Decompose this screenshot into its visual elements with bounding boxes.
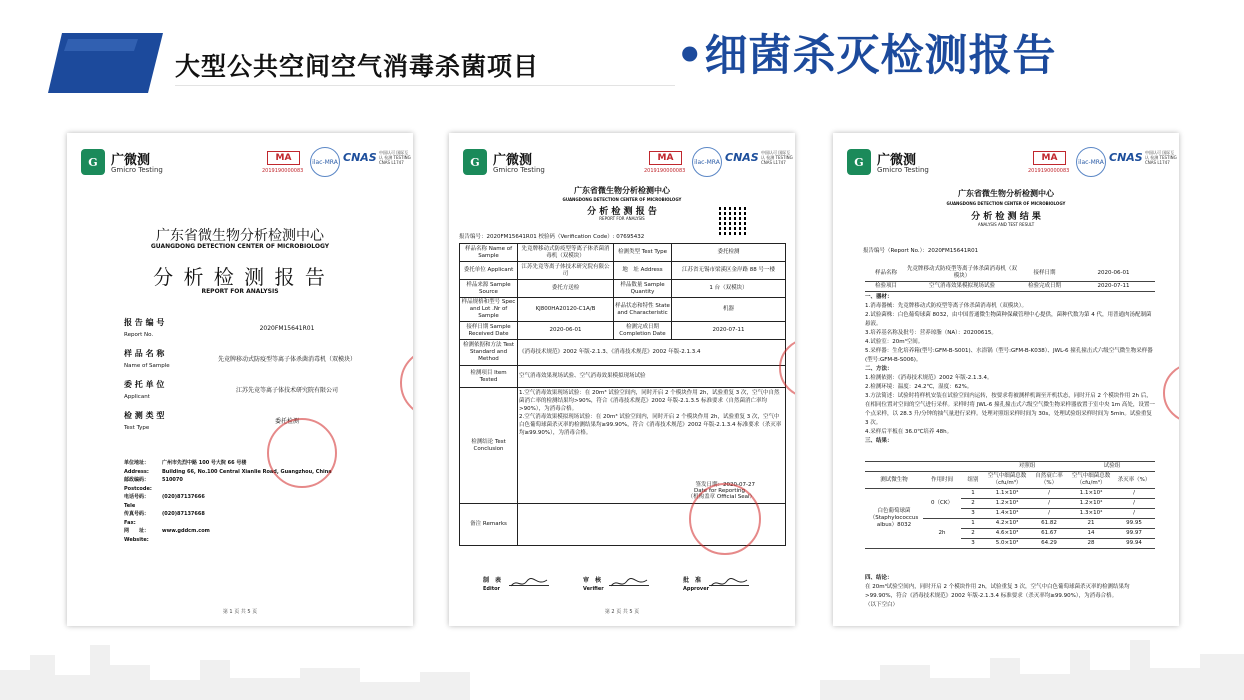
cnas-side-text: 中国认可 国际互认 检测 TESTING CNAS L1747 [1145, 150, 1177, 165]
official-seal-stamp [267, 418, 337, 488]
table-cell: 3 [961, 539, 985, 549]
center-name-en: GUANGDONG DETECTION CENTER OF MICROBIOLOGY [562, 197, 682, 202]
table-header [865, 472, 1155, 489]
center-name-cn: 广东省微生物分析检测中心 [574, 186, 670, 195]
field-label-cn: 样 品 名 称 [124, 349, 165, 358]
contact-label: 网 址： [124, 528, 150, 534]
table-cell: 1.3×10⁴ [1069, 509, 1113, 519]
table-cell: 2020-07-11 [672, 322, 786, 340]
table-row [865, 265, 1155, 282]
handwritten-signature [509, 574, 549, 586]
table-row [460, 298, 786, 322]
blank-note: （以下空白） [865, 602, 899, 608]
table-cell: 空气消毒效果模拟现场试验 [907, 282, 1017, 292]
signer-label-en: Verifier [583, 586, 604, 592]
conclusion-text-2: 2.空气消毒效果模拟现场试验：在 20m³ 试验空间内，同时开启 2 个模块作用 2h，试验重复 3 次，空气中白色葡萄球菌杀灭率的检测结果均≥99.90%，符合《消毒技术规范》2002 年版-2.1.3.4 标准要求（杀灭率均≥99.90%），为消毒合格。 [519, 414, 782, 436]
edge-seal-stamp [400, 348, 413, 418]
page-number: 第 1 页 共 5 页 [222, 609, 258, 615]
materials-item: 4.试验室：20m³空间。 [865, 339, 924, 345]
column-header: 空气中细菌总数（cfu/m³） [985, 472, 1029, 489]
field-value: 先竟牌移动式防疫型等离子体杀菌消毒机（双模块） [217, 356, 356, 363]
sign-date-en: Date for Reporting [694, 488, 745, 494]
report-results-page [833, 133, 1179, 626]
table-cell: 21 [1069, 519, 1113, 529]
table-cell: 1.1×10⁴ [985, 489, 1029, 499]
center-name-en: GUANGDONG DETECTION CENTER OF MICROBIOLOGY [150, 243, 330, 250]
table-cell: 委托方送检 [518, 280, 614, 298]
table-cell: 2020-06-01 [518, 322, 614, 340]
sign-date: 签发日期：2020-07-27 [695, 482, 755, 488]
signer-label-en: Approver [683, 586, 710, 592]
table-cell: 委托检测 [672, 244, 786, 262]
table-row [460, 244, 786, 262]
lab-name-cn: 广微测 [493, 153, 533, 168]
table-cell: 28 [1069, 539, 1113, 549]
gmicro-logo-icon: G [81, 149, 105, 175]
table-cell: 99.94 [1113, 539, 1155, 549]
table-cell: 检验完成日期 [1017, 282, 1072, 292]
field-label-en: Report No. [124, 332, 154, 338]
table-cell: 1 [961, 519, 985, 529]
time-cell: 2h [923, 519, 961, 549]
table-cell: 1.4×10⁴ [985, 509, 1029, 519]
report-number-line: 报告编号（Report No.）：2020FM15641R01 [863, 248, 979, 254]
group-test: 试验组 [1069, 462, 1155, 472]
table-cell: / [1029, 509, 1069, 519]
center-name-cn: 广东省微生物分析检测中心 [958, 189, 1054, 198]
table-cell: / [1113, 499, 1155, 509]
contact-label: 单位地址： [124, 460, 150, 466]
methods-item: 4.采样后平板在 36.0℃培养 48h。 [865, 429, 953, 435]
cnas-side-text: 中国认可 国际互认 检测 TESTING CNAS L1747 [761, 150, 793, 165]
methods-item: 3.方法简述：试验时将样机安装在试验空间内运转，按要求将被测样机调至开机状态，同时开启 2 个模块作用 2h 后，在相同位置对空间的空气进行采样。采样时将 JWL-6 撞孔撞击式六级空气微生物采样器放置于室中央 1m 高处，设置一个点采样，以 28.3 升/分钟的抽气量进行采样。处理对照组采样时间为 30s，处理试验组采样时间为 5min。试验重复 3 次。 [865, 393, 1155, 426]
column-header: 测试微生物 [865, 472, 923, 489]
brand-parallelogram-logo [48, 33, 163, 93]
signer-label-cn: 审 核 [583, 577, 602, 584]
table-row [460, 280, 786, 298]
contact-label: 电话号码： [124, 494, 150, 500]
table-cell: 4.6×10³ [985, 529, 1029, 539]
column-header: 空气中细菌总数（cfu/m³） [1069, 472, 1113, 489]
conclusion-label: 检测结论 Test Conclusion [460, 388, 518, 504]
page-title: •细菌杀灭检测报告 [676, 31, 1057, 81]
ilac-mra-icon: ilac-MRA [1076, 147, 1106, 177]
table-cell: 99.95 [1113, 519, 1155, 529]
center-name-en: GUANGDONG DETECTION CENTER OF MICROBIOLOGY [946, 201, 1066, 206]
cma-badge: MA [267, 151, 300, 165]
cnas-badge: CNAS [1109, 151, 1143, 164]
gmicro-logo-icon: G [463, 149, 487, 175]
table-cell: 机器 [672, 298, 786, 322]
section-heading: 一、器材： [865, 294, 893, 300]
lab-name-en: Gmicro Testing [877, 166, 929, 174]
header-divider [175, 85, 675, 86]
field-label-cn: 检 测 类 型 [124, 411, 165, 420]
table-row [460, 322, 786, 340]
contact-value: 广州市先烈中路 100 号大院 66 号楼 [162, 460, 247, 466]
table-cell: 样品来源 Sample Source [460, 280, 518, 298]
page-number: 第 2 页 共 5 页 [604, 609, 640, 615]
table-cell: / [1113, 509, 1155, 519]
table-cell: 5.0×10³ [985, 539, 1029, 549]
items-label: 检测项目 Item Tested [460, 366, 518, 388]
contact-value: www.gddcm.com [162, 528, 210, 534]
cnas-side-text: 中国认可 国际互认 检测 TESTING CNAS L1747 [379, 150, 411, 165]
contact-label: Tele [124, 502, 136, 509]
table-cell: 4.2×10³ [985, 519, 1029, 529]
materials-item: 3.培养基名称及批号：营养琼脂（NA）：20200615。 [865, 330, 997, 336]
table-cell: 接样日期 Sample Received Date [460, 322, 518, 340]
group-control: 对照组 [985, 462, 1069, 472]
table-cell: KJ800HA20120-C1A/B [518, 298, 614, 322]
field-label-en: Name of Sample [124, 363, 170, 369]
table-cell: 14 [1069, 529, 1113, 539]
table-cell: 样品数量 Sample Quantity [614, 280, 672, 298]
cma-number: 2019190000083 [644, 168, 686, 174]
conclusion-text: 在 20m³试验空间内，同时开启 2 个模块作用 2h，试验重复 3 次，空气中白色葡萄球菌杀灭率的检测结果均>99.90%，符合《消毒技术规范》2002 年版-2.1.3.4 标准要求（杀灭率均≥99.90%），为消毒合格。 [865, 584, 1130, 599]
handwritten-signature [709, 574, 749, 586]
contact-value: (020)87137668 [162, 511, 205, 517]
ilac-mra-icon: ilac-MRA [692, 147, 722, 177]
cma-number: 2019190000083 [1028, 168, 1070, 174]
lab-name-en: Gmicro Testing [111, 166, 163, 174]
contact-value: Building 66, No.100 Central Xianlie Road, Guangzhou, China [162, 468, 332, 475]
table-cell: 1.2×10⁴ [1069, 499, 1113, 509]
table-cell: 1.1×10⁴ [1069, 489, 1113, 499]
contact-label: Postcode: [124, 485, 152, 492]
field-value: 委托检测 [274, 418, 299, 425]
section-heading: 三、结果： [865, 438, 893, 444]
lab-name-cn: 广微测 [877, 153, 917, 168]
table-row [460, 262, 786, 280]
signer-label-cn: 批 准 [683, 577, 702, 584]
table-cell: 1 [961, 489, 985, 499]
table-cell: 61.82 [1029, 519, 1069, 529]
table-row [865, 489, 1155, 499]
field-label-en: Applicant [124, 394, 150, 400]
materials-item: 5.采样器：生化培养箱(型号:GFM-B-S001)、水浴锅（型号:GFM-B-K038）、JWL-6 撞孔撞击式六级空气微生物采样器(型号:GFM-B-S006)。 [865, 348, 1153, 363]
time-cell: 0（CK） [923, 489, 961, 519]
methods-item: 1.检测依据：《消毒技术规范》2002 年版-2.1.3.4。 [865, 375, 993, 381]
table-cell: 61.67 [1029, 529, 1069, 539]
contact-label: Address: [124, 468, 149, 475]
ilac-mra-icon: ilac-MRA [310, 147, 340, 177]
sample-meta-table [865, 265, 1155, 292]
field-label-cn: 委 托 单 位 [124, 380, 165, 389]
table-cell: 检测完成日期 Completion Date [614, 322, 672, 340]
materials-item: 2.试验菌株：白色葡萄球菌 8032，由中国普通微生物菌种保藏管理中心提供，菌种代数为第 4 代，用普通肉汤配制菌悬液。 [865, 312, 1152, 327]
contact-value: 510070 [162, 477, 183, 483]
section-heading: 四、结论： [865, 575, 893, 581]
report-number-line: 报告编号：2020FM15641R01 校验码（Verification Code）: 07695432 [459, 234, 645, 240]
contact-value: (020)87137666 [162, 494, 205, 500]
contact-label: 传真号码： [124, 511, 150, 517]
column-header: 作用时间 [923, 472, 961, 489]
table-cell: 1 台（双模块） [672, 280, 786, 298]
gmicro-logo-icon: G [847, 149, 871, 175]
report-title-en: REPORT FOR ANALYSIS [599, 216, 645, 221]
methods-item: 2.检测环境：温度：24.2℃，湿度：62%。 [865, 384, 973, 390]
official-seal-stamp [689, 483, 761, 555]
signer-label-cn: 制 表 [483, 577, 502, 584]
table-cell: 2020-07-11 [1072, 282, 1155, 292]
table-cell: 先竟牌移动式防疫型等离子体杀菌消毒机（双模块） [907, 265, 1017, 282]
report-title-en: REPORT FOR ANALYSIS [201, 288, 279, 295]
table-cell: 1.2×10⁴ [985, 499, 1029, 509]
report-title-cn: 分 析 检 测 报 告 [153, 265, 327, 289]
qr-code-icon [719, 205, 749, 235]
column-header: 杀灭率（%） [1113, 472, 1155, 489]
center-name-cn: 广东省微生物分析检测中心 [156, 228, 324, 244]
lab-name-cn: 广微测 [111, 153, 151, 168]
table-group-header [865, 462, 1155, 472]
section-heading: 二、方法： [865, 366, 893, 372]
items-value: 空气消毒效果现场试验、空气消毒效果模拟现场试验 [518, 366, 786, 388]
table-cell: 先竟牌移动式防疫型等离子体杀菌消毒机（双模块） [518, 244, 614, 262]
cnas-badge: CNAS [343, 151, 377, 164]
table-cell: 样品状态和特性 State and Characteristic [614, 298, 672, 322]
section-title: 大型公共空间空气消毒杀菌项目 [175, 52, 540, 81]
contact-label: 邮政编码： [124, 477, 150, 483]
cma-number: 2019190000083 [262, 168, 304, 174]
table-cell: 2 [961, 529, 985, 539]
contact-label: Fax: [124, 519, 136, 526]
table-cell: / [1029, 499, 1069, 509]
table-cell: 3 [961, 509, 985, 519]
table-cell: 99.97 [1113, 529, 1155, 539]
table-cell: / [1113, 489, 1155, 499]
field-value: 2020FM15641R01 [259, 325, 315, 332]
edge-seal-stamp [1163, 363, 1179, 423]
table-cell: 样品名称 [865, 265, 907, 282]
table-cell: / [1029, 489, 1069, 499]
report-cover-page [67, 133, 413, 626]
table-row [865, 282, 1155, 292]
table-cell: 江苏省无锡市梁溪区金岸路 88 号一楼 [672, 262, 786, 280]
contact-label: Website: [124, 536, 149, 543]
signer-label-en: Editor [483, 586, 500, 592]
cma-badge: MA [649, 151, 682, 165]
results-title-cn: 分 析 检 测 结 果 [971, 212, 1041, 222]
table-cell: 检测类型 Test Type [614, 244, 672, 262]
table-cell: 64.29 [1029, 539, 1069, 549]
remarks-label: 备注 Remarks [460, 504, 518, 546]
organism-cell: 白色葡萄球菌（Staphylococcus albus）8032 [865, 489, 923, 549]
cma-badge: MA [1033, 151, 1066, 165]
table-cell: 委托单位 Applicant [460, 262, 518, 280]
table-cell: 样品规格和型号 Spec and Lot .Nr of Sample [460, 298, 518, 322]
materials-item: 1.消毒器械：先竟牌移动式防疫型等离子体杀菌消毒机（双模块）。 [865, 303, 1027, 309]
report-title-cn: 分 析 检 测 报 告 [587, 207, 657, 217]
results-title-en: ANALYSIS AND TEST RESULT [977, 222, 1035, 227]
basis-label: 检测依据和方法 Test Standard and Method [460, 340, 518, 366]
field-value: 江苏先竟等离子体技术研究院有限公司 [235, 387, 338, 394]
basis-value: 《消毒技术规范》2002 年版-2.1.3、《消毒技术规范》2002 年版-2.1.3.4 [518, 340, 786, 366]
cnas-badge: CNAS [725, 151, 759, 164]
seal-note: （机构盖章 Official Seal） [687, 494, 755, 500]
table-cell: 江苏先竟等离子体技术研究院有限公司 [518, 262, 614, 280]
table-cell: 样品名称 Name of Sample [460, 244, 518, 262]
table-cell: 2020-06-01 [1072, 265, 1155, 282]
table-cell: 2 [961, 499, 985, 509]
lab-name-en: Gmicro Testing [493, 166, 545, 174]
results-table [865, 461, 1155, 549]
table-cell: 接样日期 [1017, 265, 1072, 282]
field-label-en: Test Type [124, 425, 150, 431]
conclusion-text-1: 1.空气消毒效果现场试验：在 20m³ 试验空间内，同时开启 2 个模块作用 2h，试验重复 3 次，空气中自然菌消亡率的检测结果均>90%，符合《消毒技术规范》2002 年版-2.1.3.5 标准要求（自然菌消亡率均>90%），为消毒合格。 [519, 390, 780, 412]
table-cell: 地 址 Address [614, 262, 672, 280]
column-header: 组别 [961, 472, 985, 489]
field-label-cn: 报 告 编 号 [124, 318, 165, 327]
column-header: 自然衰亡率（%） [1029, 472, 1069, 489]
report-summary-page [449, 133, 795, 626]
table-cell: 检验项目 [865, 282, 907, 292]
handwritten-signature [609, 574, 649, 586]
